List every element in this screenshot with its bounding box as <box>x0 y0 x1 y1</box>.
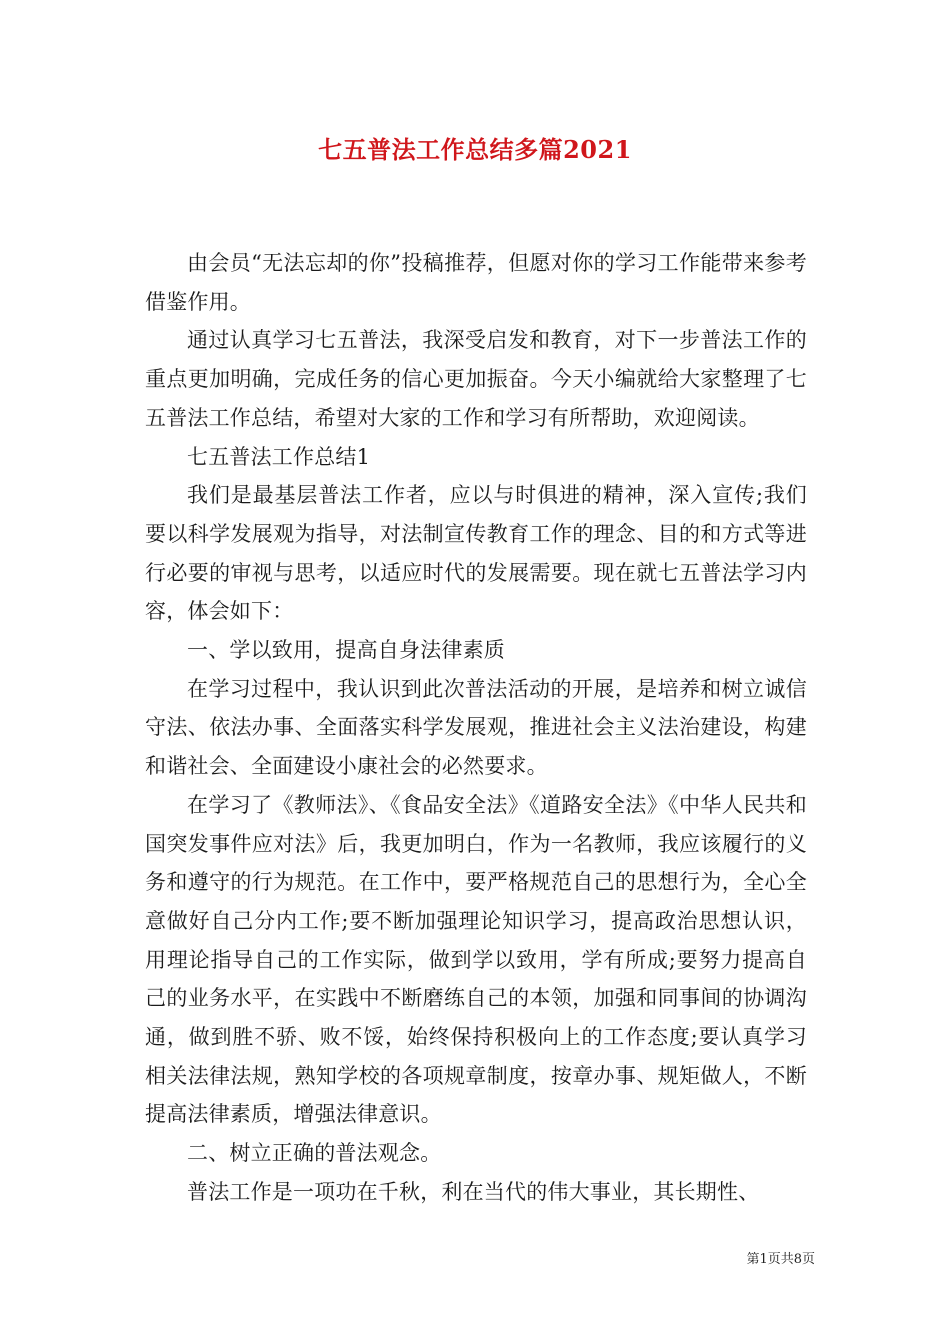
body-paragraph: 在学习了《教师法》、《食品安全法》《道路安全法》《中华人民共和国突发事件应对法》后，我更加明白，作为一名教师，我应该履行的义务和遵守的行为规范。在工作中，要严格规范自己的思想行为，全心全意做好自己分内工作;要不断加强理论知识学习，提高政治思想认识，用理论指导自己的工作实际，做到学以致用，学有所成;要努力提高自己的业务水平，在实践中不断磨练自己的本领，加强和同事间的协调沟通，做到胜不骄、败不馁，始终保持积极向上的工作态度;要认真学习相关法律法规，熟知学校的各项规章制度，按章办事、规矩做人，不断提高法律素质，增强法律意识。 <box>145 792 807 1127</box>
body-paragraph: 普法工作是一项功在千秋，利在当代的伟大事业，其长期性、 <box>187 1179 760 1204</box>
body-paragraph: 我们是最基层普法工作者，应以与时俱进的精神，深入宣传;我们要以科学发展观为指导，对法制宣传教育工作的理念、目的和方式等进行必要的审视与思考，以适应时代的发展需要。现在就七五普法学习内容，体会如下： <box>145 483 807 624</box>
summary-paragraph: 通过认真学习七五普法，我深受启发和教育，对下一步普法工作的重点更加明确，完成任务的信心更加振奋。今天小编就给大家整理了七五普法工作总结，希望对大家的工作和学习有所帮助，欢迎阅读。 <box>145 328 807 430</box>
subsection-heading: 一、学以致用，提高自身法律素质 <box>187 638 505 663</box>
section-heading: 七五普法工作总结1 <box>187 444 371 469</box>
document-title: 七五普法工作总结多篇2021 <box>318 135 632 164</box>
body-paragraph: 在学习过程中，我认识到此次普法活动的开展，是培养和树立诚信守法、依法办事、全面落实科学发展观，推进社会主义法治建设，构建和谐社会、全面建设小康社会的必然要求。 <box>145 676 807 779</box>
document-body <box>145 244 807 1212</box>
page-number: 第1页共8页 <box>746 1252 815 1267</box>
intro-paragraph: 由会员“无法忘却的你”投稿推荐，但愿对你的学习工作能带来参考借鉴作用。 <box>145 251 807 314</box>
subsection-heading: 二、树立正确的普法观念。 <box>187 1141 442 1166</box>
